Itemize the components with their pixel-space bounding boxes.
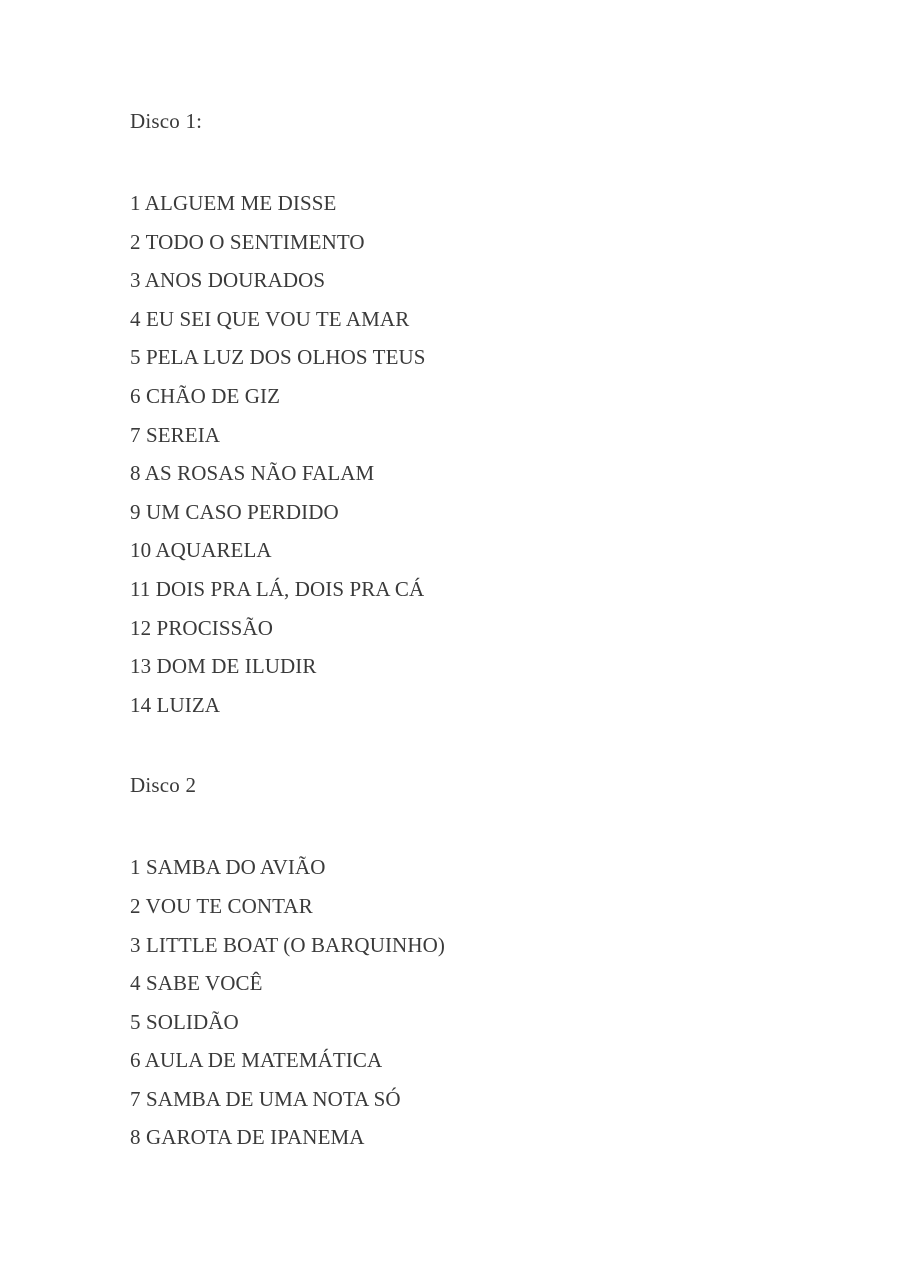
disc-2-track: 8 GAROTA DE IPANEMA: [130, 1125, 365, 1150]
disc-2-track: 6 AULA DE MATEMÁTICA: [130, 1048, 383, 1073]
disc-1-track: 11 DOIS PRA LÁ, DOIS PRA CÁ: [130, 576, 425, 601]
disc-1-track: 7 SEREIA: [130, 422, 221, 447]
disc-1-track: 8 AS ROSAS NÃO FALAM: [130, 461, 375, 486]
disc-1-track: 1 ALGUEM ME DISSE: [130, 191, 337, 215]
disc-1-track: 13 DOM DE ILUDIR: [130, 654, 317, 679]
disc-2-track-list: [130, 848, 830, 1157]
disc-2-track: 5 SOLIDÃO: [130, 1009, 239, 1034]
disc-1-track: 6 CHÃO DE GIZ: [130, 383, 281, 408]
disc-1-track: 5 PELA LUZ DOS OLHOS TEUS: [130, 345, 426, 370]
disc-1-track: 4 EU SEI QUE VOU TE AMAR: [130, 306, 410, 331]
disc-2-track: 1 SAMBA DO AVIÃO: [130, 855, 326, 880]
disc-1-track-list: [130, 184, 830, 724]
disc-1-heading: Disco 1:: [130, 109, 203, 133]
disc-1-track: 10 AQUARELA: [130, 538, 272, 563]
document-page: [130, 106, 830, 1157]
disc-2-heading: Disco 2: [130, 773, 197, 798]
disc-1-track: 14 LUIZA: [130, 692, 221, 717]
disc-2-track: 7 SAMBA DE UMA NOTA SÓ: [130, 1086, 401, 1111]
disc-1-track: 3 ANOS DOURADOS: [130, 268, 326, 293]
disc-2-track: 4 SABE VOCÊ: [130, 971, 263, 996]
disc-1-track: 2 TODO O SENTIMENTO: [130, 229, 365, 254]
disc-2-track: 3 LITTLE BOAT (O BARQUINHO): [130, 932, 445, 957]
disc-2-track: 2 VOU TE CONTAR: [130, 893, 313, 918]
disc-1-track: 12 PROCISSÃO: [130, 615, 273, 640]
disc-1-track: 9 UM CASO PERDIDO: [130, 499, 339, 524]
